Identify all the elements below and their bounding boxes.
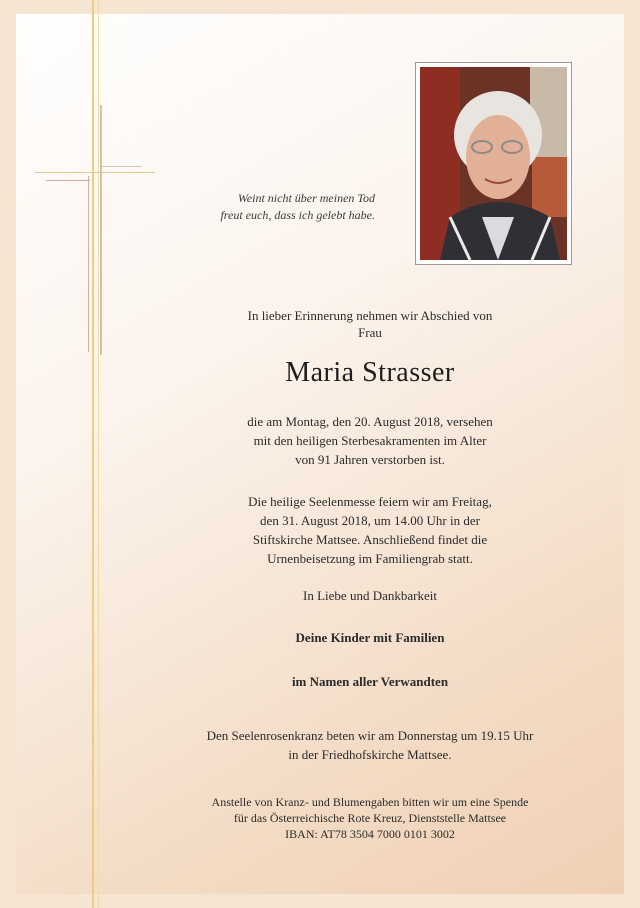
deceased-name: Maria Strasser — [285, 357, 455, 388]
donation-line: IBAN: AT78 3504 7000 0101 3002 — [285, 827, 455, 841]
cross-horizontal-accent — [102, 166, 142, 167]
intro-line: In lieber Erinnerung nehmen wir Abschied von — [247, 308, 493, 323]
mass-notice-line: den 31. August 2018, um 14.00 Uhr in der — [260, 513, 480, 528]
cross-vertical-shadow — [88, 176, 89, 352]
intro-line: Frau — [358, 325, 382, 340]
donation-line: Anstelle von Kranz- und Blumengaben bitten wir um eine Spende — [211, 795, 529, 809]
mass-notice — [220, 492, 520, 568]
memorial-quote — [200, 190, 375, 224]
quote-line: Weint nicht über meinen Tod — [237, 191, 375, 205]
death-notice-line: mit den heiligen Sterbesakramenten im Alter — [253, 433, 487, 448]
cross-horizontal-shadow — [46, 180, 90, 181]
rosary-line: Den Seelenrosenkranz beten wir am Donnerstag um 19.15 Uhr — [206, 728, 534, 743]
gold-vertical-line — [92, 0, 94, 908]
cross-horizontal-bar — [35, 172, 155, 173]
quote-line: freut euch, dass ich gelebt habe. — [220, 208, 375, 222]
portrait-photo — [420, 67, 567, 260]
cross-vertical-bar — [100, 105, 102, 355]
mourners-relatives: im Namen aller Verwandten — [291, 674, 449, 689]
donation-line: für das Österreichische Rote Kreuz, Dienststelle Mattsee — [233, 811, 507, 825]
mass-notice-line: Stiftskirche Mattsee. Anschließend findet die — [252, 532, 488, 547]
death-notice — [220, 412, 520, 469]
death-notice-line: von 91 Jahren verstorben ist. — [295, 452, 445, 467]
rosary-notice — [170, 726, 570, 764]
death-notice-line: die am Montag, den 20. August 2018, versehen — [247, 414, 493, 429]
portrait-frame — [415, 62, 572, 265]
mass-notice-line: Die heilige Seelenmesse feiern wir am Freitag, — [248, 494, 492, 509]
rosary-line: in der Friedhofskirche Mattsee. — [288, 747, 452, 762]
mourners-children: Deine Kinder mit Familien — [295, 630, 445, 645]
intro-text — [220, 307, 520, 341]
closing-text: In Liebe und Dankbarkeit — [303, 588, 437, 603]
donation-notice — [170, 794, 570, 842]
gold-vertical-line-thin — [98, 0, 99, 908]
mass-notice-line: Urnenbeisetzung im Familiengrab statt. — [267, 551, 473, 566]
